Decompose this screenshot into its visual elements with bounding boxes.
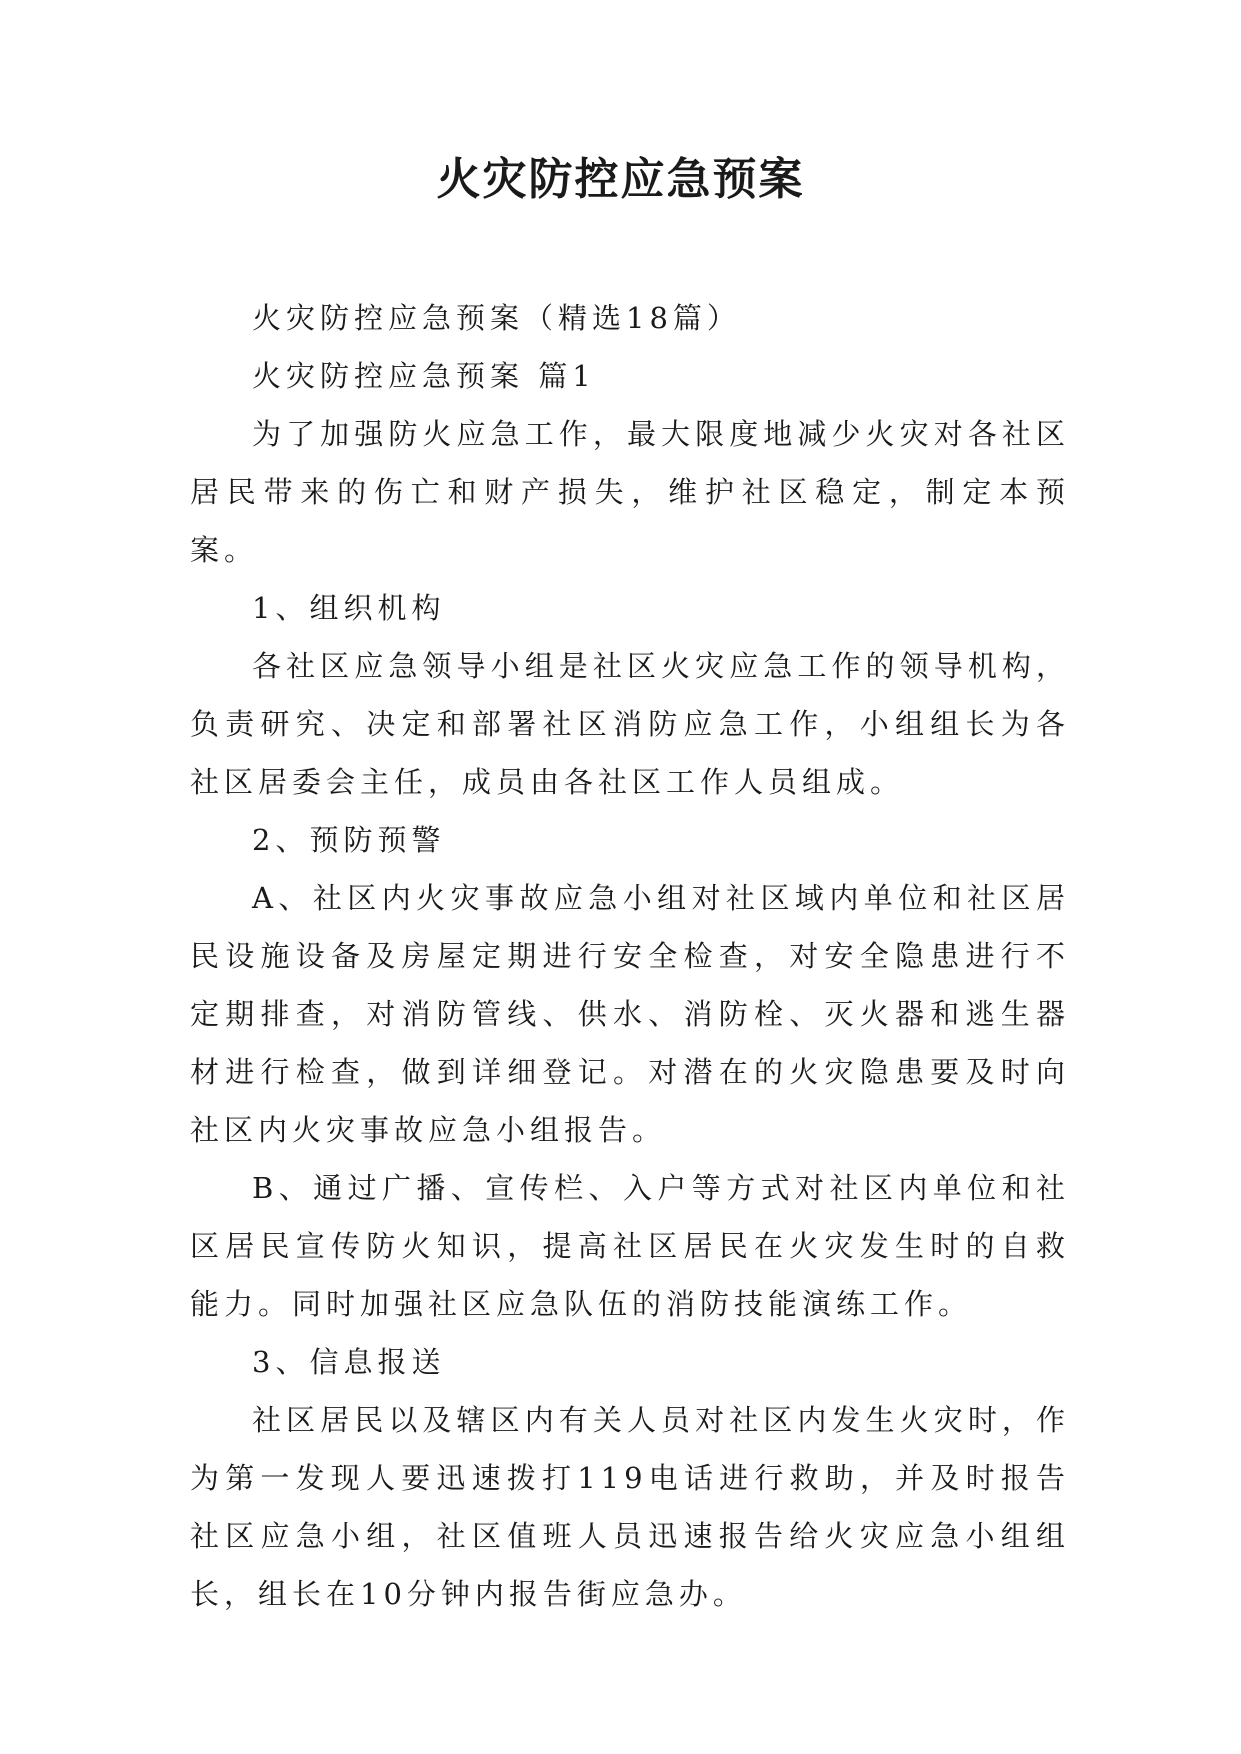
paragraph-subtitle: 火灾防控应急预案（精选18篇） — [252, 301, 741, 335]
heading-organization: 1、组织机构 — [252, 591, 446, 625]
paragraph-intro: 为了加强防火应急工作，最大限度地减少火灾对各社区居民带来的伤亡和财产损失，维护社区稳定，制定本预案。 — [190, 417, 1070, 567]
paragraph-reporting: 社区居民以及辖区内有关人员对社区内发生火灾时，作为第一发现人要迅速拨打119电话进行救助，并及时报告社区应急小组，社区值班人员迅速报告给火灾应急小组组长，组长在10分钟内报告街应急办。 — [190, 1403, 1070, 1611]
document-body — [190, 289, 1070, 1623]
paragraph-section-heading: 火灾防控应急预案 篇1 — [252, 359, 596, 393]
heading-reporting: 3、信息报送 — [252, 1345, 446, 1379]
heading-prevention: 2、预防预警 — [252, 823, 446, 857]
document-title: 火灾防控应急预案 — [436, 154, 805, 205]
paragraph-organization: 各社区应急领导小组是社区火灾应急工作的领导机构，负责研究、决定和部署社区消防应急工作，小组组长为各社区居委会主任，成员由各社区工作人员组成。 — [190, 649, 1070, 799]
paragraph-prevention-b: B、通过广播、宣传栏、入户等方式对社区内单位和社区居民宣传防火知识，提高社区居民在火灾发生时的自救能力。同时加强社区应急队伍的消防技能演练工作。 — [190, 1171, 1070, 1321]
paragraph-prevention-a: A、社区内火灾事故应急小组对社区域内单位和社区居民设施设备及房屋定期进行安全检查，对安全隐患进行不定期排查，对消防管线、供水、消防栓、灭火器和逃生器材进行检查，做到详细登记。对潜在的火灾隐患要及时向社区内火灾事故应急小组报告。 — [190, 881, 1070, 1147]
